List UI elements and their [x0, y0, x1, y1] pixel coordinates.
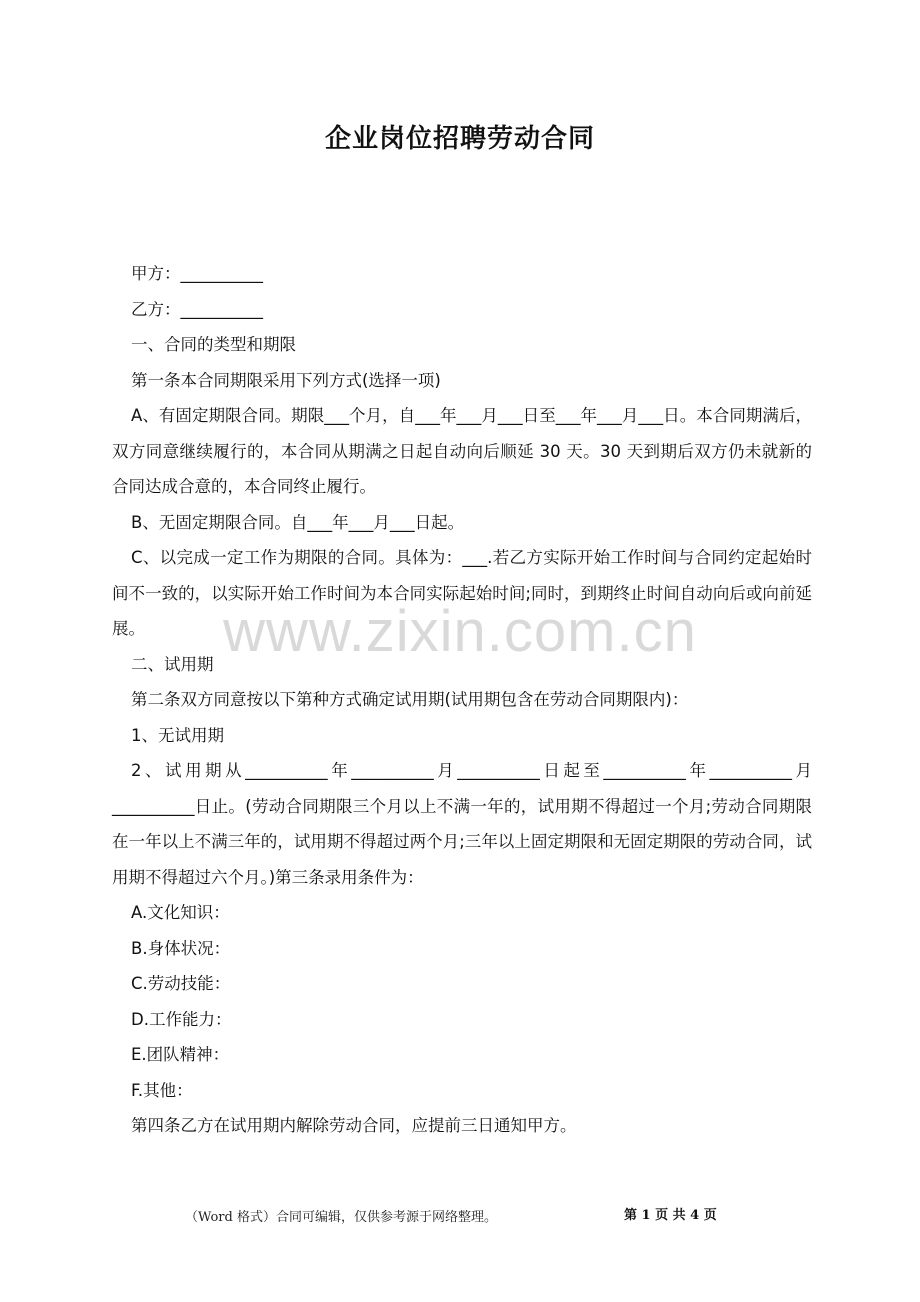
article-1: 第一条本合同期限采用下列方式(选择一项) — [131, 370, 441, 390]
section-heading-contract-type: 一、合同的类型和期限 — [131, 335, 296, 354]
condition-f: F.其他： — [131, 1080, 193, 1100]
party-a-line: 甲方：__________ — [131, 264, 263, 283]
condition-e: E.团队精神： — [131, 1045, 230, 1064]
watermark: www.zixin.com.cn — [223, 599, 697, 664]
document-title: 企业岗位招聘劳动合同 — [324, 124, 595, 154]
document-body — [112, 256, 812, 1144]
condition-a: A.文化知识： — [131, 903, 230, 922]
probation-option-1: 1、无试用期 — [131, 725, 224, 745]
probation-option-2: 2、试用期从__________年__________月__________日起至__________年__________月__________日止。(劳动合同期限三个月以上不满一年的，试用期不得超过一个月;劳动合同期限在一年以上不满三年的，试用期不得超过两个月;三年以上固定期限和无固定期限的劳动合同，试用期不得超过六个月。)第三条录用条件为： — [112, 761, 812, 887]
option-b-open-term: B、无固定期限合同。自___年___月___日起。 — [131, 512, 465, 532]
party-b-line: 乙方：__________ — [131, 299, 263, 319]
article-2: 第二条双方同意按以下第种方式确定试用期(试用期包含在劳动合同期限内)： — [131, 690, 689, 709]
condition-d: D.工作能力： — [131, 1009, 232, 1029]
condition-b: B.身体状况： — [131, 938, 231, 958]
option-c-task-term: C、以完成一定工作为期限的合同。具体为：___.若乙方实际开始工作时间与合同约定起始时间不一致的，以实际开始工作时间为本合同实际起始时间;同时，到期终止时间自动向后或向前延展。 — [112, 548, 812, 638]
condition-c: C.劳动技能： — [131, 974, 231, 993]
section-heading-probation: 二、试用期 — [131, 654, 214, 674]
page-number: 第 1 页 共 4 页 — [624, 1208, 717, 1223]
option-a-fixed-term: A、有固定期限合同。期限___个月，自___年___月___日至___年___月___日。本合同期满后，双方同意继续履行的，本合同从期满之日起自动向后顺延 30 天。30 天到期后双方仍未就新的合同达成合意的，本合同终止履行。 — [112, 406, 812, 496]
footer-note: （Word 格式）合同可编辑，仅供参考源于网络整理。 — [185, 1210, 497, 1225]
article-4: 第四条乙方在试用期内解除劳动合同，应提前三日通知甲方。 — [131, 1116, 577, 1135]
